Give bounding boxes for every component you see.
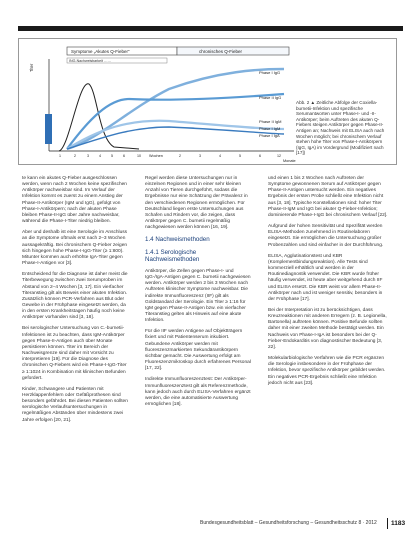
paragraph: te kann ein akutes Q-Fieber ausgeschlossen werden, wenn nach 2 Wochen keine spezifischen Antikörper nachweisbar sind. Im Verlauf der Infektion kommt es zuerst zu einem Anstieg der Phase-II-Antikörper (IgM und IgG), gefolgt von Phase-I-Antikörpern; nach der akuten Phase bleiben Phase-II-IgG über Jahre nachweisbar, während die Phase-I-Titer niedrig bleiben.: [22, 176, 127, 225]
curve-phase-1-igm: [67, 121, 284, 149]
x-tick: 6: [123, 154, 125, 158]
x-ticks: [59, 154, 281, 158]
paragraph: ELISA, Agglutinationstest und KBR (Komplementbindungsreaktion). Alle Tests sind kommerziell erhältlich und werden in der Routinediagnostik verwendet. Die KBR wurde früher häufig verwendet, ist heute aber weitgehend durch IIF und ELISA ersetzt. Die KBR weist vor allem Phase-II-Antikörper nach und ist weniger sensitiv, besonders in der Frühphase [17].: [268, 253, 383, 302]
paragraph: Entscheidend für die Diagnose ist daher meist die Titerbewegung zwischen zwei Serumproben im Abstand von 2–4 Wochen [3, 17]. Ein vierfacher Titeranstieg gilt als Beweis einer akuten Infektion. Zusätzlich können PCR-Verfahren aus Blut oder Gewebe in der Frühphase eingesetzt werden, da in den ersten Krankheitstagen häufig noch keine Antikörper vorhanden sind [3, 18].: [22, 272, 128, 321]
x-tick: 10: [137, 154, 141, 158]
curve-phase-1-igg: [67, 69, 284, 149]
label-phase-1-igm: Phase I IgM: [259, 126, 281, 131]
y-axis-label: Titer: [29, 63, 34, 72]
fever-label: Fieber: [55, 123, 59, 134]
subsection-heading: 1.4.1 Serologische Nachweismethoden: [145, 248, 200, 264]
paragraph: Bei serologischer Untersuchung von C.-burnetii-Infektionen ist zu beachten, dass IgM-Antikörper gegen Phase-II-Antigen auch über Monate persistieren können. Titer im Bereich der Nachweisgrenze sind daher mit Vorsicht zu interpretieren [19]. Für die Diagnose des chronischen Q-Fiebers wird ein Phase-I-IgG-Titer ≥ 1:1024 in Kombination mit klinischen Befunden gefordert.: [22, 326, 127, 381]
text-column-1: [22, 176, 128, 424]
x-label-weeks: Wochen: [149, 154, 163, 158]
text-column-2: [145, 176, 252, 408]
paragraph: Regel werden diese Untersuchungen nur in einzelnen Regionen und in einer sehr kleinen Anzahl von Tieren durchgeführt, sodass die Ergebnisse nur eine Schätzung der Prävalenz in den verschiedenen Regionen ermöglichen. Für Deutschland liegen erste Untersuchungen aus Schafen und Rindern vor, die zeigen, dass Antikörper gegen C. burnetii regelmäßig nachgewiesen werden können [16, 19].: [145, 176, 248, 231]
chronic-phase-label: chronisches Q-Fieber: [199, 49, 243, 54]
x-tick: 3: [199, 154, 201, 158]
paragraph: Für die IIF werden Antigene auf Objektträgern fixiert und mit Patientenserum inkubiert. Gebundene Antikörper werden mit fluoreszenzmarkierten Sekundärantikörpern sichtbar gemacht. Die Auswertung erfolgt am Fluoreszenzmikroskop durch erfahrenes Personal [17, 22].: [145, 329, 251, 372]
x-tick: 3: [87, 154, 89, 158]
paragraph: Bei der Interpretation ist zu berücksichtigen, dass Kreuzreaktionen mit anderen Erregern (z. B. Legionella, Bartonella) auftreten können. Positive Befunde sollten daher mit einer zweiten Methode bestätigt werden. Ein Nachweis von Phase-I-IgA ist besonders bei der Q-Fieber-Endokarditis von diagnostischer Bedeutung [3, 22].: [268, 307, 387, 350]
paragraph: und einen 1 bis 2 Wochen nach Auftreten der Symptome gewonnenen Serum auf Antikörper gegen Phase-II-Antigen untersucht werden. Ein negatives Ergebnis der ersten Probe schließt eine Infektion nicht aus [3, 18]. Typische Konstellationen sind: hoher Titer Phase-II-IgM und IgG bei akuter Q-Fieber-Infektion; dominierende Phase-I-IgG bei chronischem Verlauf [22].: [268, 176, 388, 218]
label-phase-2-igm: Phase II IgM: [259, 119, 282, 124]
x-tick: 6: [259, 154, 261, 158]
section-heading: 1.4 Nachweismethoden: [145, 236, 210, 244]
label-phase-1-igg: Phase I IgG: [259, 70, 281, 75]
x-tick: 12: [277, 154, 281, 158]
x-tick: 5: [111, 154, 113, 158]
x-tick: 1: [59, 154, 61, 158]
paragraph: Indirekte Immunfluoreszenztest: Der Antikörper-Immunfluoreszenztest gilt als Referenzmethode, kann jedoch auch durch ELISA-Verfahren ergänzt werden, die eine automatisierte Auswertung ermöglichen [18].: [145, 377, 251, 408]
label-phase-2-igg: Phase II IgG: [259, 95, 282, 100]
x-tick: 4: [99, 154, 101, 158]
paragraph: Kinder, Schwangere und Patienten mit Herzklappenfehlern oder Gefäßprothesen sind besonders gefährdet. Bei diesen Patienten sollten serologische Verlaufsuntersuchungen in regelmäßigen Abständen über mindestens zwei Jahre erfolgen [20, 21].: [22, 386, 128, 423]
paragraph: Antikörper, die Zellen gegen Phase-I- und IgG-/IgA-Antigen gegen C. burnetii nachgewiesen werden. Antikörper werden 2 bis 3 Wochen nach Auftreten klinischer Symptome nachweisbar. Die indirekte Immunfluoreszenz (IIF) gilt als Goldstandard der Serologie. Ein Titer ≥ 1:16 für IgM gegen Phase-II-Antigen bzw. ein vierfacher Titeranstieg gelten als Hinweis auf eine akute Infektion.: [145, 268, 251, 324]
x-label-months: Monate: [283, 159, 296, 163]
paragraph: Aufgrund der hohen Sensitivität und Spezifität werden ELISA-Methoden zunehmend in Routinelaboren eingesetzt. Sie ermöglichen die Untersuchung großer Probenzahlen und sind einfacher in der Durchführung.: [268, 224, 384, 248]
header-rule: [18, 26, 403, 31]
x-tick: 2: [74, 154, 76, 158]
label-phase-1-iga: Phase I IgA: [259, 133, 280, 138]
paragraph: Molekularbiologische Verfahren wie die PCR ergänzen die Serologie insbesondere in der Frühphase der Infektion, bevor spezifische Antikörper gebildet werden. Ein negatives PCR-Ergebnis schließt eine Infektion jedoch nicht aus [23].: [268, 356, 386, 386]
x-tick: 5: [239, 154, 241, 158]
paragraph: Aber und deshalb ist eine Serologie im Anschluss an die Symptome oftmals erst nach 2–3 Wochen aussagekräftig. Bei chronischem Q-Fieber zeigen sich hingegen hohe Phase-I-IgG-Titer (≥ 1:800). Mitunter kommen auch erhöhte IgA-Titer gegen Phase-I-Antigen vor [3].: [22, 230, 128, 267]
ng-label: ING-Nachweisbarkeit ……: [69, 59, 112, 63]
curve-phase-2-igm: [59, 84, 139, 151]
page-number: 1183: [387, 518, 413, 529]
curve-phase-1-iga: [67, 127, 284, 149]
text-column-3: [268, 176, 388, 387]
journal-footer: Bundesgesundheitsblatt – Gesundheitsforschung – Gesundheitsschutz 8 · 2012: [200, 520, 377, 526]
fever-bar: [45, 114, 52, 144]
x-tick: 4: [219, 154, 221, 158]
x-tick: 2: [179, 154, 181, 158]
acute-phase-label: Symptome „Akutes Q-Fieber“: [71, 49, 130, 54]
figure-caption: Abb. 2 ▲ Zeitliche Abfolge der Coxiella-burnetii-Infektion und spezifische Serumantworten unter Phase-I- und -II-Antikörper; beim Auftreten des akuten Q-Fiebers steigen Antikörper gegen Phase-II-Antigen an; Nachweis mit ELISA auch nach Wochen möglich; bei chronischem Verlauf stehen hohe Titer von Phase-I-Antikörpern (IgG, IgA) im Vordergrund (Modifiziert nach [17]): [296, 100, 385, 156]
